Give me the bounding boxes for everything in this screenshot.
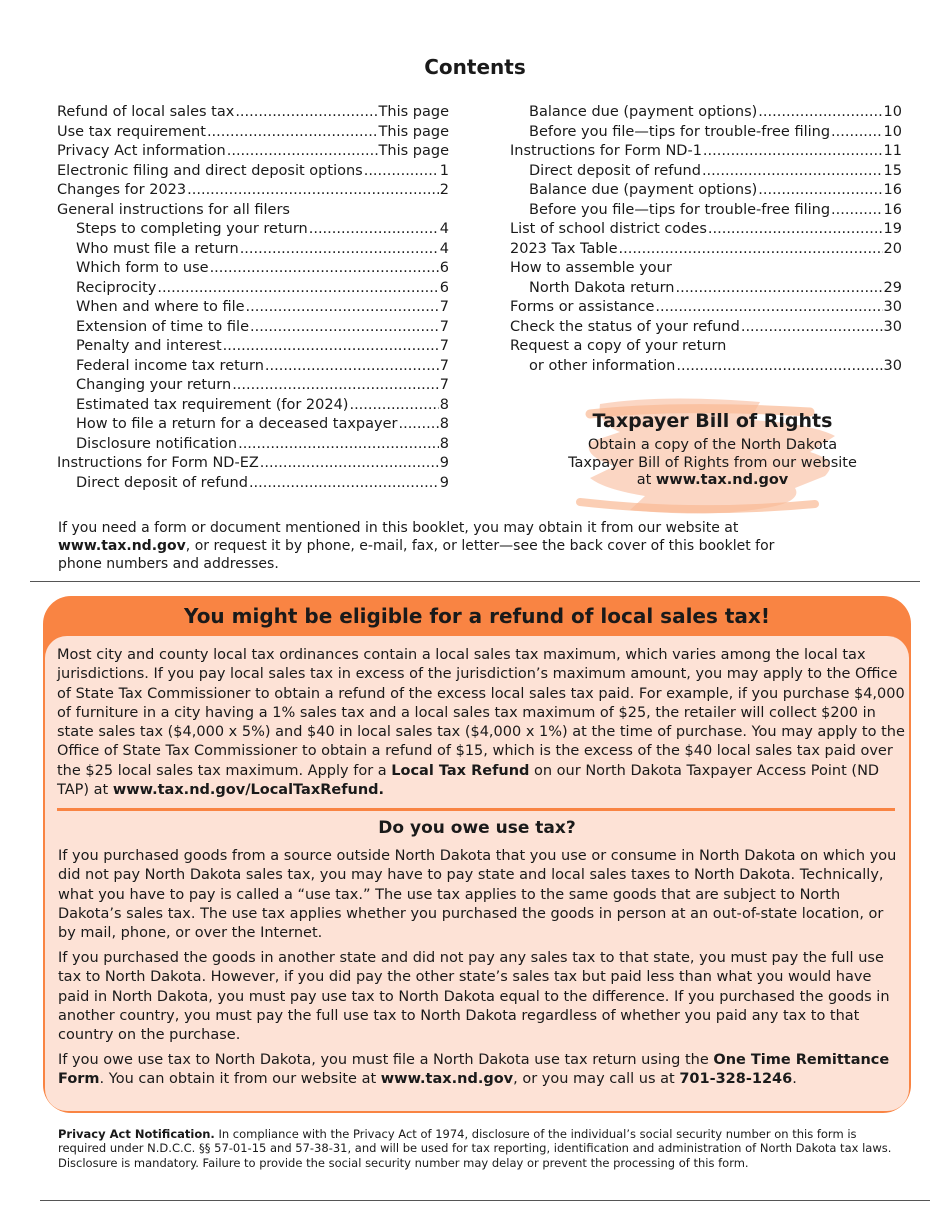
- toc-heading: Request a copy of your return: [510, 338, 727, 354]
- toc-dot-leader: [250, 318, 439, 338]
- toc-dot-leader: [703, 142, 883, 162]
- toc-dot-leader: [708, 220, 883, 240]
- toc-entry-label: Estimated tax requirement (for 2024): [76, 396, 349, 413]
- use-tax-text-end: .: [792, 1071, 797, 1088]
- toc-entry: [510, 162, 902, 182]
- toc-dot-leader: [210, 259, 439, 279]
- bill-of-rights-body: Obtain a copy of the North Dakota Taxpayer Bill of Rights from our website at: [568, 437, 857, 488]
- use-tax-url[interactable]: www.tax.nd.gov: [380, 1071, 514, 1088]
- toc-entry-page: 10: [883, 123, 902, 140]
- use-tax-text-b: . You can obtain it from our website at: [99, 1071, 377, 1088]
- toc-entry: [57, 318, 449, 338]
- toc-dot-leader: [246, 298, 439, 318]
- toc-entry-label: Before you file—tips for trouble-free filing: [529, 123, 831, 140]
- toc-dot-leader: [309, 220, 439, 240]
- toc-dot-leader: [758, 181, 882, 201]
- use-tax-paragraph-2: If you purchased the goods in another state and did not pay any sales tax to that state, you must pay the full use tax to North Dakota. However, if you did pay the other state’s sales tax but paid less than what you would have paid in North Dakota, you must pay use tax to North Dakota equal to the difference. If you purchased the goods in another country, you must pay the full use tax to North Dakota regardless of whether you paid any tax to that country on the purchase.: [58, 950, 890, 1044]
- toc-entry-label: Which form to use: [76, 260, 209, 276]
- bill-of-rights-title: Taxpayer Bill of Rights: [592, 410, 833, 432]
- toc-entry-page: This page: [378, 104, 449, 120]
- toc-entry-label: When and where to file: [76, 299, 245, 315]
- phone-number[interactable]: 701-328-1246: [679, 1071, 793, 1088]
- toc-dot-leader: [207, 123, 378, 143]
- taxpayer-bill-of-rights: [560, 392, 865, 517]
- toc-entry: [510, 201, 902, 221]
- toc-entry-label: 2023 Tax Table: [510, 240, 618, 257]
- use-tax-paragraph-1: If you purchased goods from a source outside North Dakota that you use or consume in North Dakota on which you did not pay North Dakota sales tax, you may have to pay state and local sales taxes to North Dakota. Technically, what you have to pay is called a “use tax.” The use tax applies to the same goods that are subject to North Dakota’s sales tax. The use tax applies whether you purchased the goods in person at an out-of-state location, or by mail, phone, or over the Internet.: [58, 848, 897, 942]
- use-tax-paragraph-3: [58, 1051, 900, 1090]
- toc-entry-page: 10: [883, 104, 902, 120]
- toc-entry-page: 7: [439, 299, 449, 315]
- toc-entry-page: 6: [439, 260, 449, 276]
- toc-dot-leader: [260, 454, 439, 474]
- toc-entry-page: 30: [883, 357, 902, 374]
- toc-entry-page: 1: [439, 162, 449, 179]
- toc-right-column: [510, 103, 902, 376]
- toc-entry: [510, 220, 902, 240]
- toc-entry-label: Direct deposit of refund: [76, 474, 248, 491]
- toc-dot-leader: [655, 298, 882, 318]
- toc-entry: [57, 279, 449, 299]
- toc-entry-page: 11: [883, 143, 902, 159]
- toc-entry-label: Instructions for Form ND-EZ: [57, 455, 259, 471]
- toc-entry-page: 9: [439, 474, 449, 491]
- toc-dot-leader: [398, 415, 438, 435]
- toc-entry-label: Extension of time to file: [76, 318, 249, 335]
- toc-entry: [57, 396, 449, 416]
- toc-entry-page: 4: [439, 240, 449, 257]
- toc-entry-page: 8: [439, 396, 449, 413]
- toc-entry-label: Direct deposit of refund: [529, 162, 701, 179]
- toc-entry-page: 16: [883, 201, 902, 218]
- toc-heading: General instructions for all filers: [57, 201, 290, 218]
- toc-entry-label: Refund of local sales tax: [57, 104, 235, 120]
- toc-entry-label: Instructions for Form ND-1: [510, 143, 702, 159]
- toc-entry-page: 6: [439, 279, 449, 296]
- toc-entry-label: Disclosure notification: [76, 435, 238, 452]
- toc-entry-label: North Dakota return: [529, 279, 675, 296]
- toc-entry-page: 9: [439, 455, 449, 471]
- use-tax-title: Do you owe use tax?: [378, 818, 576, 838]
- toc-entry: [510, 142, 902, 162]
- toc-entry-page: 7: [439, 357, 449, 374]
- toc-dot-leader: [831, 201, 883, 221]
- toc-entry: [57, 142, 449, 162]
- toc-entry-page: 30: [883, 299, 902, 315]
- toc-entry-label: List of school district codes: [510, 221, 707, 237]
- toc-entry: [510, 279, 902, 299]
- toc-entry-page: This page: [378, 143, 449, 159]
- toc-entry-page: 4: [439, 221, 449, 237]
- toc-dot-leader: [249, 474, 439, 494]
- toc-entry-label: How to file a return for a deceased taxpayer: [76, 416, 398, 432]
- toc-heading: How to assemble your: [510, 260, 672, 276]
- use-tax-text-c: , or you may call us at: [513, 1071, 675, 1088]
- toc-entry: [510, 181, 902, 201]
- toc-entry: [57, 103, 449, 123]
- privacy-title: Privacy Act Notification.: [58, 1127, 215, 1141]
- toc-entry-label: Balance due (payment options): [529, 104, 758, 120]
- privacy-act-notification: [58, 1127, 898, 1170]
- toc-entry: [57, 220, 449, 240]
- toc-dot-leader: [364, 162, 439, 182]
- toc-entry: [57, 415, 449, 435]
- toc-entry: [510, 357, 902, 377]
- toc-entry: [510, 318, 902, 338]
- bill-of-rights-url[interactable]: www.tax.nd.gov: [655, 472, 789, 488]
- toc-dot-leader: [349, 396, 438, 416]
- toc-dot-leader: [741, 318, 883, 338]
- toc-entry-label: Use tax requirement: [57, 123, 206, 140]
- toc-entry: [57, 474, 449, 494]
- toc-entry-page: 15: [883, 162, 902, 179]
- toc-entry-label: Forms or assistance: [510, 299, 655, 315]
- toc-entry-page: 7: [439, 318, 449, 335]
- toc-entry-label: Check the status of your refund: [510, 318, 740, 335]
- toc-entry-label: Reciprocity: [76, 279, 157, 296]
- toc-entry: [510, 298, 902, 318]
- toc-dot-leader: [240, 240, 439, 260]
- local-tax-refund-label: Local Tax Refund: [391, 762, 530, 779]
- section-divider: [57, 808, 895, 811]
- toc-entry-page: 7: [439, 377, 449, 393]
- contents-title: Contents: [424, 55, 526, 79]
- toc-entry: [57, 454, 449, 474]
- privacy-text: In compliance with the Privacy Act of 1974, disclosure of the individual’s social security number on this form is required under N.D.C.C. §§ 57-01-15 and 57-38-31, and will be used for tax reporting, identification and administration of North Dakota tax laws. Disclosure is mandatory. Failure to provide the social security number may delay or prevent the processing of this form.: [58, 1127, 892, 1170]
- form-availability-note: [58, 519, 818, 573]
- toc-entry-label: Federal income tax return: [76, 357, 264, 374]
- toc-entry-label: Changes for 2023: [57, 182, 187, 198]
- toc-dot-leader: [619, 240, 883, 260]
- use-tax-text-a: If you owe use tax to North Dakota, you must file a North Dakota use tax return using the: [58, 1052, 709, 1068]
- toc-dot-leader: [232, 376, 439, 396]
- toc-entry-label: Steps to completing your return: [76, 221, 308, 237]
- toc-entry: [57, 435, 449, 455]
- toc-entry: [510, 103, 902, 123]
- toc-entry-page: This page: [378, 123, 449, 140]
- toc-dot-leader: [238, 435, 439, 455]
- toc-entry-page: 8: [439, 416, 449, 432]
- toc-dot-leader: [187, 181, 439, 201]
- toc-entry-page: 7: [439, 338, 449, 354]
- form-note-url[interactable]: www.tax.nd.gov: [58, 538, 186, 554]
- toc-dot-leader: [675, 279, 882, 299]
- toc-dot-leader: [758, 103, 882, 123]
- toc-entry-label: Privacy Act information: [57, 143, 226, 159]
- toc-dot-leader: [702, 162, 883, 182]
- toc-entry-page: 8: [439, 435, 449, 452]
- toc-entry-label: Who must file a return: [76, 240, 239, 257]
- local-tax-refund-url[interactable]: www.tax.nd.gov/LocalTaxRefund.: [112, 782, 385, 799]
- toc-dot-leader: [831, 123, 883, 143]
- refund-text: Most city and county local tax ordinances contain a local sales tax maximum, which varies among the local tax jurisdictions. If you pay local sales tax in excess of the jurisdiction’s maximum amount, you may apply to the Office of State Tax Commissioner to obtain a refund of the excess local sales tax paid. For example, if you purchase $4,000 of furniture in a city having a 1% sales tax and a local sales tax maximum of $25, the retailer will collect $200 in state sales tax ($4,000 x 5%) and $40 in local sales tax ($4,000 x 1%) at the time of purchase. You may apply to the Office of State Tax Commissioner to obtain a refund of $15, which is the excess of the $40 local sales tax paid over the $25 local sales tax maximum. Apply for a: [57, 647, 905, 779]
- refund-text-mid: on our North Dakota Taxpayer Access Point (ND TAP) at: [57, 762, 880, 799]
- form-note-text: If you need a form or document mentioned in this booklet, you may obtain it from our website at: [58, 520, 739, 536]
- toc-dot-leader: [235, 103, 377, 123]
- toc-left-column: [57, 103, 449, 493]
- divider-bottom: [40, 1200, 930, 1201]
- toc-entry-page: 16: [883, 182, 902, 198]
- toc-entry: [510, 240, 902, 260]
- toc-entry-label: or other information: [529, 357, 676, 374]
- toc-entry-page: 19: [883, 221, 902, 237]
- refund-box-title: You might be eligible for a refund of local sales tax!: [184, 604, 770, 628]
- toc-entry-label: Balance due (payment options): [529, 182, 758, 198]
- toc-entry: [57, 298, 449, 318]
- toc-entry-page: 29: [883, 279, 902, 296]
- bill-of-rights-text: [560, 437, 865, 490]
- toc-entry: [57, 376, 449, 396]
- toc-dot-leader: [265, 357, 439, 377]
- divider-top: [30, 581, 920, 582]
- toc-entry: [57, 259, 449, 279]
- toc-dot-leader: [223, 337, 439, 357]
- refund-box-body: [45, 636, 909, 1111]
- toc-entry: [57, 357, 449, 377]
- toc-entry: [57, 337, 449, 357]
- toc-entry-page: 2: [439, 182, 449, 198]
- toc-entry: [57, 240, 449, 260]
- toc-entry-label: Electronic filing and direct deposit options: [57, 162, 363, 179]
- toc-entry-page: 20: [883, 240, 902, 257]
- form-note-text-end: , or request it by phone, e-mail, fax, or letter—see the back cover of this booklet for phone numbers and addresses.: [58, 538, 775, 572]
- toc-entry-label: Before you file—tips for trouble-free filing: [529, 201, 831, 218]
- toc-dot-leader: [157, 279, 438, 299]
- toc-entry: [57, 181, 449, 201]
- toc-entry: [57, 123, 449, 143]
- toc-entry-label: Penalty and interest: [76, 338, 222, 354]
- toc-dot-leader: [227, 142, 378, 162]
- one-time-remittance-form-label: One Time Remittance Form: [58, 1052, 890, 1088]
- toc-entry-label: Changing your return: [76, 377, 232, 393]
- toc-dot-leader: [676, 357, 882, 377]
- toc-entry-page: 30: [883, 318, 902, 335]
- refund-box: [43, 596, 911, 1113]
- toc-entry: [510, 123, 902, 143]
- refund-paragraph: [57, 646, 905, 800]
- toc-entry: [57, 162, 449, 182]
